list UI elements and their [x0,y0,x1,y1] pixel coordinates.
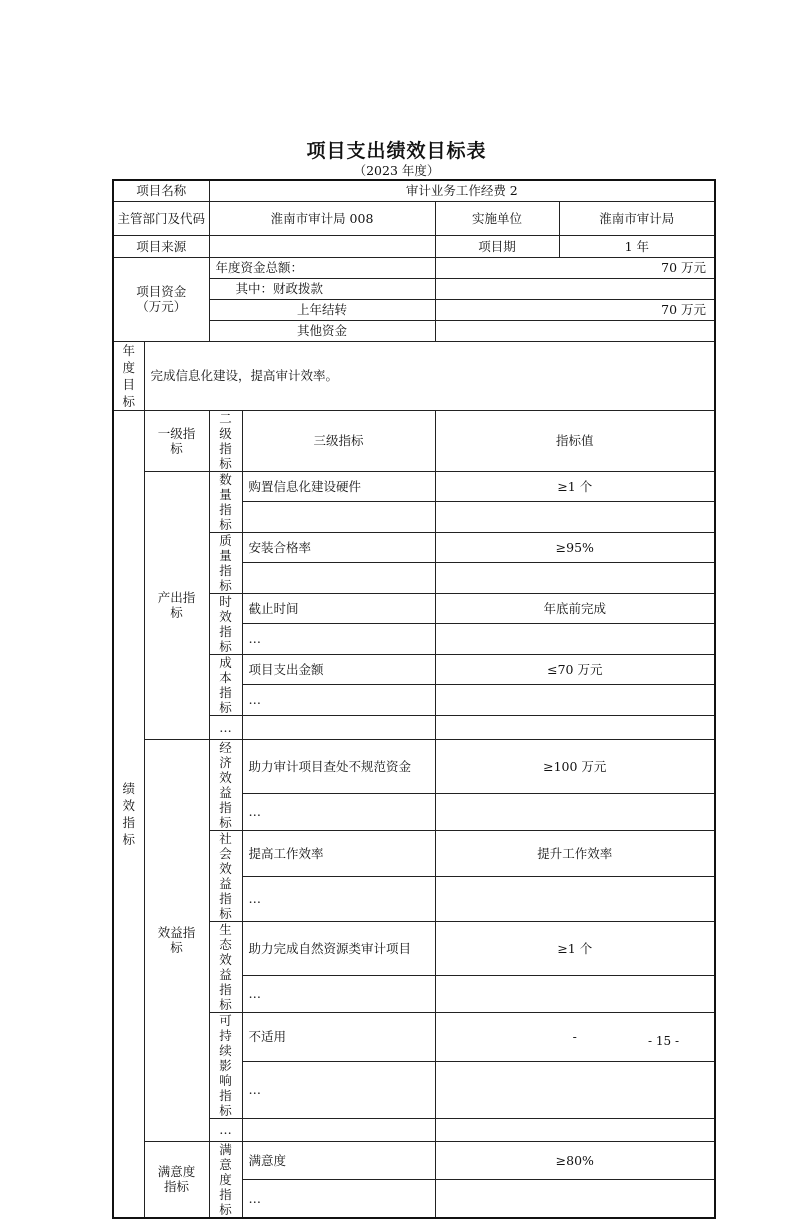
ecological-value: ≥1 个 [435,921,715,975]
project-name-value: 审计业务工作经费 2 [209,180,715,201]
sustainable-indicators-label: 可持续影响指标 [209,1012,242,1118]
economic-more: … [242,793,435,830]
funds-total-value: 70 万元 [435,257,715,278]
funds-carryover-label: 上年结转 [209,299,435,320]
social-value: 提升工作效率 [435,830,715,876]
satisfaction-sub-label: 满意度指标 [209,1141,242,1218]
impl-unit-label: 实施单位 [435,201,559,235]
quality-item: 安装合格率 [242,532,435,563]
dept-label: 主管部门及代码 [113,201,209,235]
timeliness-indicators-label: 时效指标 [209,593,242,654]
benefit-ellipsis-value [435,1118,715,1141]
satisfaction-more: … [242,1179,435,1217]
cost-indicators-label: 成本指标 [209,654,242,715]
timeliness-more: … [242,624,435,655]
economic-indicators-label: 经济效益指标 [209,739,242,830]
source-value [209,235,435,257]
sustainable-item: 不适用 [242,1012,435,1061]
satisfaction-indicators-label: 满意度指标 [144,1141,209,1218]
header-level2: 二级指标 [209,410,242,471]
ecological-indicators-label: 生态效益指标 [209,921,242,1012]
economic-item: 助力审计项目查处不规范资金 [242,739,435,793]
funds-carryover-value: 70 万元 [435,299,715,320]
output-ellipsis-value [435,715,715,739]
funds-fiscal-label: 其中：财政拨款 [209,278,435,299]
impl-unit-value: 淮南市审计局 [559,201,715,235]
dept-value: 淮南市审计局 008 [209,201,435,235]
sustainable-more-value [435,1061,715,1118]
period-value: 1 年 [559,235,715,257]
funds-other-label: 其他资金 [209,320,435,341]
annual-goal-text: 完成信息化建设，提高审计效率。 [144,341,715,410]
cost-value: ≤70 万元 [435,654,715,685]
header-level1: 一级指标 [144,410,209,471]
header-value: 指标值 [435,410,715,471]
output-ellipsis: … [209,715,242,739]
economic-value: ≥100 万元 [435,739,715,793]
quantity-more-value [435,502,715,533]
timeliness-value: 年底前完成 [435,593,715,624]
indicators-label: 绩效指标 [113,410,144,1218]
cost-more-value [435,685,715,716]
benefit-ellipsis: … [209,1118,242,1141]
sustainable-more: … [242,1061,435,1118]
economic-more-value [435,793,715,830]
output-indicators-label: 产出指标 [144,471,209,739]
social-more: … [242,876,435,921]
satisfaction-item: 满意度 [242,1141,435,1179]
page-title: 项目支出绩效目标表 [306,140,487,162]
page-number: - 15 - [648,1034,680,1048]
quality-more-value [435,563,715,594]
source-label: 项目来源 [113,235,209,257]
period-label: 项目期 [435,235,559,257]
social-more-value [435,876,715,921]
benefit-ellipsis-item [242,1118,435,1141]
funds-total-label: 年度资金总额： [209,257,435,278]
sustainable-value: - [435,1012,715,1061]
social-indicators-label: 社会效益指标 [209,830,242,921]
satisfaction-value: ≥80% [435,1141,715,1179]
cost-item: 项目支出金额 [242,654,435,685]
project-name-label: 项目名称 [113,180,209,201]
quantity-item: 购置信息化建设硬件 [242,471,435,502]
quantity-more [242,502,435,533]
timeliness-more-value [435,624,715,655]
funds-other-value [435,320,715,341]
output-ellipsis-item [242,715,435,739]
quantity-indicators-label: 数量指标 [209,471,242,532]
ecological-more: … [242,975,435,1012]
ecological-more-value [435,975,715,1012]
performance-goal-table [112,179,716,1219]
annual-goal-label: 年度目标 [113,341,144,410]
funds-label: 项目资金（万元） [113,257,209,341]
quality-indicators-label: 质量指标 [209,532,242,593]
social-item: 提高工作效率 [242,830,435,876]
benefit-indicators-label: 效益指标 [144,739,209,1141]
satisfaction-more-value [435,1179,715,1217]
quantity-value: ≥1 个 [435,471,715,502]
ecological-item: 助力完成自然资源类审计项目 [242,921,435,975]
cost-more: … [242,685,435,716]
page-subtitle: （2023 年度） [353,163,440,178]
quality-more [242,563,435,594]
quality-value: ≥95% [435,532,715,563]
header-level3: 三级指标 [242,410,435,471]
funds-fiscal-value [435,278,715,299]
timeliness-item: 截止时间 [242,593,435,624]
